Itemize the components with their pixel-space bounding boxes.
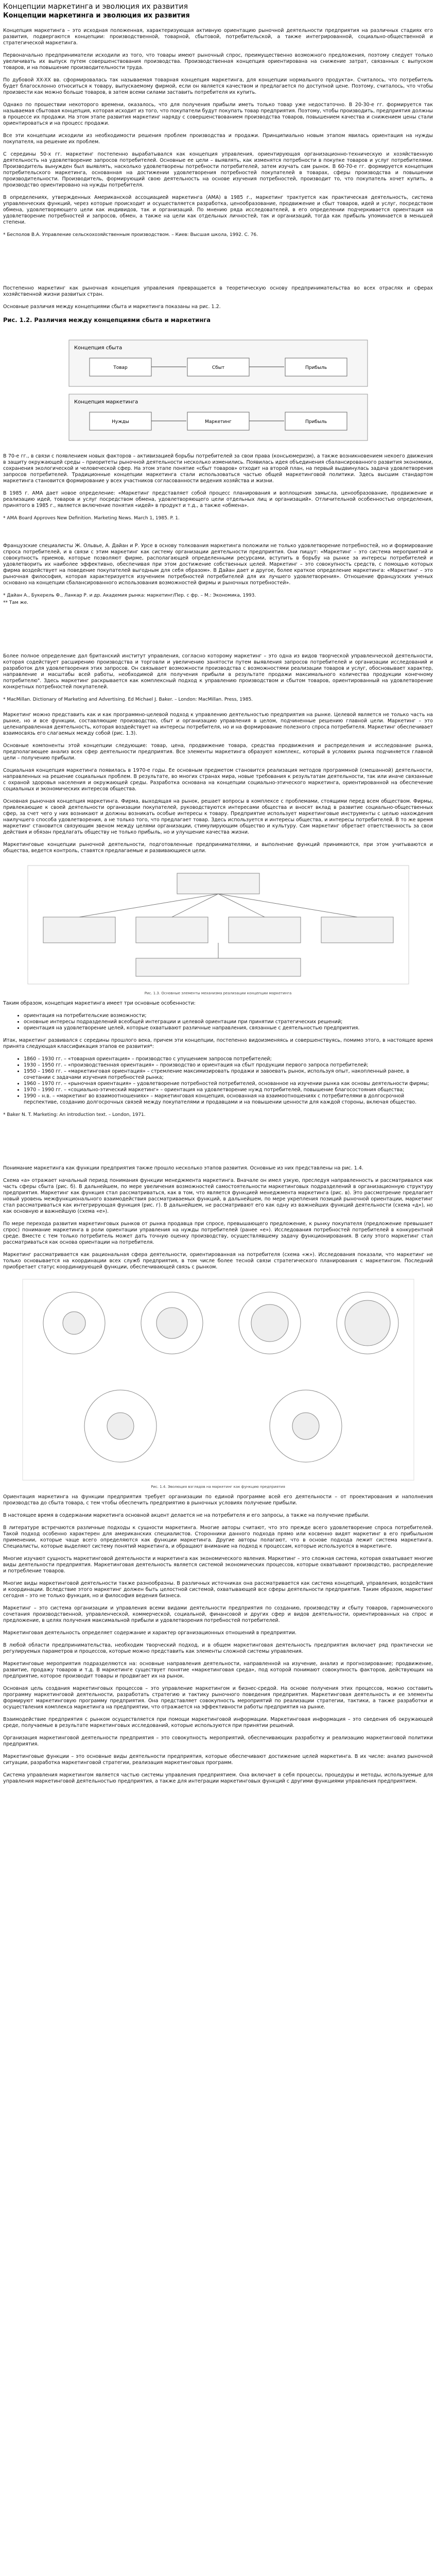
spacer [3, 522, 433, 543]
list-item: • 1930 – 1950 гг. – «производственная ориентация» – производство и ориентация на сбыт продукции первого запроса потребителей; [24, 1062, 433, 1069]
intro-paragraph: По дубовой XX-XX вв. сформировалась так называемая товарная концепция маркетинга, для концепции нормального продукта». Считалось, что потребитель будет благосклонно относиться к товару, выпускаемому фирмой, если он является качеством и предлагается по доступной цене. Поэтому, считалось, что чтобы произвести как можно больше товаров, в затем всеми силами заставить потребителя их купить. [3, 77, 433, 95]
section-paragraph: В 70-е гг., в связи с появлением новых факторов – активизацией борьбы потребителей за свои права (консьюмеризм), а также возникновением некоего движения в защиту окружающей среды – приоритеты рыночной деятельности несколько изменились. Появилась идея объединения сбалансированного развития экономики, сохранения экологической и человеческой сфер. На этом этапе понятие «сбыт товаров» отходит на второй план, на первый выдвинулась задача удовлетворения запросов потребителей. Традиционные концепции маркетинга стали использоваться частью общей маркетинговой политики. Здесь высшим стандартом маркетинга становится формирование у всех участников согласованности ведения хозяйства и жизни. [3, 453, 433, 484]
intro-paragraph: Все эти концепции исходили из необходимости решения проблем производства и продажи. Принципиально новым этапом явилась ориентация на нужды покупателя, на решение их проблем. [3, 133, 433, 145]
footnote: * Бесполов В.А. Управление сельскохозяйственным производством. – Киев: Высшая школа, 1992. С. 76. [3, 232, 258, 238]
features-list [3, 1013, 433, 1031]
elements-box [229, 917, 301, 943]
sales-boxes [90, 358, 347, 376]
list-item: • основные интересы подразделений всеобщей интеграции и целевой ориентации при принятии стратегических решений; [24, 1019, 433, 1025]
section-paragraph: Взаимодействие предприятия с рынком осуществляется при помощи маркетинговой информации. Маркетинговая информация – это сведения об окружающей среде, получаемые в результате маркетинговых исследований, которые используются при принятии решений. [3, 1717, 433, 1728]
footnote: ** Там же. [3, 600, 29, 605]
section-paragraph: Маркетинговые концепции рыночной деятельности, подготовленные предпринимателями, и выполнение функций принимаются, при этом учитываются и общества, ведется контроль, ставятся предлагаемые и развивающиеся цели. [3, 842, 433, 854]
sales-title: Концепция сбыта [74, 345, 122, 351]
elements-box [43, 917, 115, 943]
footnote: * Дайан А., Букерель Ф., Ланкар Р. и др. Академия рынка: маркетинг/Пер. с фр. – М.: Экономика, 1993. [3, 593, 256, 598]
intro-paragraph: В определениях, утвержденных Американской ассоциацией маркетинга (АМА) в 1985 г., маркетинг трактуется как практическая деятельность, система управленческих функций, через которые происходит и осуществляется разработка, ценообразование, продвижение и сбыт товаров, идей и услуг, посредством обмена, удовлетворяющего цели как индивидов, так и организаций. По мнению ряда исследователей, в его определении подчеркивается ориентация на удовлетворение потребностей и запросов, обмен, а также на цели как отдельных личностей, так и организаций, тогда как прибыль упоминается в меньшей степени. [3, 195, 433, 225]
elements-bottom-box [136, 958, 301, 976]
sales-label-2: Сбыт [212, 365, 224, 370]
section-paragraph: Основные компоненты этой концепции следующие: товар, цена, продвижение товара, средства продвижения и распределения и исследование рынка, предполагающее анализ всех сфер деятельности предприятия. Все элементы маркетинга образуют комплекс, который в условиях рынка подчиняется главной цели – получению прибыли. [3, 743, 433, 761]
concepts-diagram [59, 330, 378, 448]
marketing-title: Концепция маркетинга [74, 399, 138, 405]
site-title[interactable]: Концепции маркетинга и эволюция их развития [3, 3, 188, 11]
list-item: • 1860 – 1930 гг. – «товарная ориентация» – производство с упущением запросов потребителей; [24, 1056, 433, 1062]
section-paragraph: Ориентация маркетинга на функции предприятия требует организации по единой программе всей его деятельности – от проектирования и наполнения производства до сбыта товара, с тем чтобы обеспечить предприятию в рыночных условиях получение прибыли. [3, 1494, 433, 1506]
section-paragraph: Основная цель создания маркетинговых процессов – это управление маркетингом и бизнес-средой. На основе получения этих процессов, можно составить программу маркетинговой деятельности, разработать стратегию и тактику рыночного поведения предприятия. Маркетинговая деятельность и ее элементы формируют маркетинговую программу предприятия. Она представляет совокупность мероприятий по реализации стратегии, тактики, а также разработки и осуществления комплекса маркетинга на предприятии, что отражается на эффективности работы предприятия на рынке. [3, 1686, 433, 1710]
intro-paragraph: Первоначально предприниматели исходили из того, что товары имеют рыночный спрос, преимущественно возможного предложения, поэтому следует только увеличивать их выпуск путем совершенствования производства. Производственная концепция ориентирована на снижение затрат, связанных с выпуском товаров, и на повышение производительности труда. [3, 53, 433, 71]
section-paragraph: Маркетинг можно представить как и как программно-целевой подход к управлению деятельностью предприятия на рынке. Целевой является не только часть на рынке, но и все функции, составляющие производство, сбыт и организацию управления в целом, подчиненные решению главной цели. Маркетинг – это целенаправленная деятельность, которая воздействует на интересы потребителя, но и на формирование полезного спроса потребителя. Маркетинг обеспечивает взаимосвязь его слагаемых между собой (рис. 1.3). [3, 712, 433, 736]
sales-label-3: Прибыль [305, 365, 327, 370]
section-paragraph: Итак, маркетинг развивался с середины прошлого века, причем эти концепции, постепенно видоизменяясь и совершенствуясь, помимо этого, в настоящее время принята следующая классификация этапов ее развития*: [3, 1038, 433, 1049]
section-paragraph: В любой области предпринимательства, необходим творческий подход, и в общем маркетинговая деятельность предприятия включает ряд практически не регулируемых параметров и процессов, которые можно представить как элементы сложной системы управления. [3, 1642, 433, 1654]
section-paragraph: Французские специалисты Ж. Ольвье, А. Дайан и Р. Урсе в основу толкования маркетинга положили не только удовлетворение потребностей, но и формирование спроса потребителей, и в связи с этим маркетинг как систему организации деятельности предприятия. Они пишут: «Маркетинг – это система мероприятий и совокупность приемов, которые позволяют фирме, располагающей определенными ресурсами, вступить в борьбу на рынке за интересы потребителей и удовлетворить их наиболее эффективно, обеспечивая при этом достижение собственных целей. Маркетинг – это совокупность средств, с помощью которых фирма воздействует на поведение покупателей выгодным для себя образом». В Дайан дает и другое, более краткое определение маркетинга: «Маркетинг – это рыночная философия, которая характеризуется изучением потребностей потребителей для их лучшего удовлетворения». Отношение французских ученых основано на концепции сбалансированного использования возможностей фирмы и рыночных потребностей». [3, 543, 433, 586]
section-paragraph: Организация маркетинговой деятельности предприятия – это совокупность мероприятий, обеспечивающих разработку и реализацию маркетинговой политики предприятия. [3, 1735, 433, 1747]
stages-list [3, 1056, 433, 1106]
marketing-label-2: Маркетинг [204, 419, 232, 425]
sales-label-1: Товар [113, 365, 128, 370]
elements-figure [3, 860, 433, 995]
figure-caption: Рис. 1.4. Эволюция взглядов на маркетинг как функцию предприятия [151, 1485, 285, 1489]
section-paragraph: Маркетинг рассматривается как рациональная сфера деятельности, ориентированная на потребителя (схема «ж»). Исследования показали, что маркетинг не только основывается на координации всех служб предприятия, в том числе более тесной связи стратегического планирования с маркетингом. Последний приобретает статус координирующей функции, обеспечивающей связь с рынком. [3, 1252, 433, 1270]
intro-paragraph: С середины 50-х гг. маркетинг постепенно вырабатывался как концепция управления, ориентирующая организационно-техническую и хозяйственную деятельность на удовлетворение запросов потребителей. Основные ее цели – выявлять, как изменятся потребности в покупке товаров и услуг потребителями. Производитель вынужден был выявлять, насколько удовлетворены потребности потребителей, затем изучать сам рынок. В 60-70-е гг. формируется концепция потребительского маркетинга, основанная на достижении удовлетворения потребностей покупателей в товарах, сферы производства и повышении производительности. Производитель, формирующий свою деятельность на основе изучения потребностей, производит то, что покупатель хочет купить, а производство ориентировано на нужды потребителя. [3, 151, 433, 188]
spacer [3, 607, 433, 653]
section-paragraph: Более полное определение дал британский институт управления, согласно которому маркетинг – это одна из видов творческой управленческой деятельности, которая содействует расширению производства и торговли и увеличению занятости путем выявления запросов потребителей и организации исследований и разработок для удовлетворения этих запросов. Он связывает возможности производства с возможностями реализации товаров и услуг, обосновывает характер, направление и масштабы всей работы, необходимой для получения прибыли в результате продажи максимального количества продукции конечному потребителю". Здесь маркетинг раскрывается как комплексный подход к управлению производством и сбытом товаров, ориентированный на удовлетворение конкретных потребностей покупателей. [3, 653, 433, 690]
marketing-label-3: Прибыль [305, 419, 327, 425]
scheme-f-inner [292, 1413, 319, 1439]
intro-paragraph: Однако по прошествии некоторого времени, оказалось, что для получения прибыли иметь только товар уже недостаточно. В 20-30-е гг. формируется так называемая сбытовая концепция, которая исходит из того, что покупатели будут покупать товар предприятия. Поэтому, чтобы производить, предприятия должны в процессе их продажи. На этом этапе развития маркетинг наряду с совершенствованием производства товаров, повышением качества и снижением цены стали ориентироваться и на процесс продажи. [3, 102, 433, 126]
elements-box [136, 917, 208, 943]
footnote: * Baker N. T. Marketing: An introduction text. – London, 1971. [3, 1112, 146, 1117]
spacer [3, 1119, 433, 1165]
section-paragraph: Основные различия между концепциями сбыта и маркетинга показаны на рис. 1.2. [3, 304, 221, 310]
elements-box [321, 917, 393, 943]
spacer [3, 239, 433, 285]
list-item: • ориентация на потребительские возможности; [24, 1013, 433, 1019]
footnote: * MacMillan. Dictionary of Marketing and Advertising. Ed Michael J. Baker. – London: MacMillan. Press, 1985. [3, 697, 253, 702]
section-paragraph: Маркетинговая деятельность определяет содержание и характер организационных отношений в предприятии. [3, 1630, 297, 1636]
scheme-e-inner [107, 1413, 134, 1439]
section-paragraph: Многие изучают сущность маркетинговой деятельности и маркетинга как экономического явления. Маркетинг – это сложная система, которая охватывает многие виды деятельности предприятия. Маркетинговая деятельность является системой экономических процессов, которые охватывают производство, распределение и потребление товаров. [3, 1556, 433, 1574]
list-item: • ориентация на удовлетворение целей, которые охватывают различные направления, связанные с деятельностью предприятия. [24, 1025, 433, 1031]
section-paragraph: Социальная концепция маркетинга появилась в 1970-е годы. Ее основным предметом становится реализация методов программной (смешанной) деятельности, направленных на решение социальных проблем. В результате, во многих странах мира, новые требования к результатам деятельности, так или иначе связанные с охраной здоровья населения и окружающей среды. Разработка основана на концепции социально-этического маркетинга, ориентированной на обеспечение социальных и экономических интересов общества. [3, 768, 433, 792]
list-item: • 1970 – 1990 гг. – «социально-этический маркетинг» – ориентация на удовлетворение нужд потребителей, повышение благосостояния общества; [24, 1087, 433, 1093]
section-paragraph: Основная рыночная концепция маркетинга. Фирма, выходящая на рынок, решает вопросы в комплексе с проблемами, стоящими перед всем обществом. Фирмы, привлекающие к своей деятельности организации покупателей, руководствуются интересами общества и вносят вклад в развитие социально-общественных сфер, за счет чего у них возникают и должны возникать особые интересы к товару. Предприятие использует маркетинговые инструменты с целью нахождения наилучшего способа удовлетворения, а не только того, что предлагает товар. Здесь используется и интересы общества, и интересы потребителей. В то же время маркетинг становится связующим звеном между целями организации, стимулирующим общество и культуру. Сам маркетинг обретает ответственность за свои действия и обязан предлагать обществу не только прибыль, но и улучшение качества жизни. [3, 799, 433, 835]
section-paragraph: Система управления маркетингом является частью системы управления предприятием. Она включает в себя процессы, процедуры и методы, используемые для управления маркетинговой деятельностью предприятия, а также для интеграции маркетинговых функций с другими функциями управления предприятием. [3, 1772, 433, 1784]
list-item: • 1950 – 1960 гг. – «маркетинговая ориентация» – стремление максимизировать продажи и завоевать рынок, используя опыт, накопленный ранее, в сочетании с задачами изучения потребностей рынка; [24, 1069, 433, 1081]
section-paragraph: Понимание маркетинга как функции предприятия также прошло несколько этапов развития. Основные из них представлены на рис. 1.4. [3, 1165, 363, 1171]
scheme-c-inner [251, 1304, 288, 1342]
marketing-boxes [90, 412, 347, 430]
list-item: • 1990 – н.в. – «маркетинг во взаимоотношениях» – маркетинговая концепция, основанная на взаимоотношениях с потребителями в долгосрочной перспективе, созданию долгосрочных связей между покупателями и продавцами и на повышении ценности для каждой стороны, включая общество. [24, 1093, 433, 1106]
figure-caption: Рис. 1.3. Основные элементы механизма реализации концепции маркетинга [144, 991, 292, 995]
marketing-label-1: Нужды [111, 419, 129, 425]
section-paragraph: В настоящее время в содержании маркетинга основной акцент делается не на потребителя и его запросы, а также на получение прибыли. [3, 1513, 370, 1518]
list-item: • 1960 – 1970 гг. – «рыночная ориентация» – удовлетворение потребностей потребителей, основанное на изучении рынка как основы деятельности фирмы; [24, 1081, 433, 1087]
section-paragraph: Маркетинг – это система организации и управления всеми видами деятельности предприятия по созданию, производству и сбыту товаров, гармонического сочетания производственной, управленческой, коммерческой, социальной, финансовой и других сфер и видов деятельности, ориентированных на спрос и предложение, в целях получения максимальной прибыли и удовлетворения потребностей потребителей. [3, 1605, 433, 1623]
section-paragraph: Маркетинговые мероприятия подразделяются на: основные направления деятельности, направленной на изучение, анализ и прогнозирование; продвижение, развитие, продажу товаров и т.д. В маркетинге существует понятие «маркетинговая среда», под которой понимают совокупность факторов, действующих на предприятие, которое производит товары и продвигает их на рынок. [3, 1661, 433, 1679]
evolution-diagram [18, 1277, 419, 1483]
section-paragraph: По мере перехода развития маркетинговых рынков от рынка продавца при спросе, превышающего предложение, к рынку покупателя (предложение превышает спрос) понимание маркетинга в роли ориентации управления на нужды потребителей (ранее «е»). Исследования потребностей потребителей в конкурентной среде. Вместе с тем только потребитель может дать точную оценку производству, осуществлявшему задачу функционирования. В силу этого маркетинг стал рассматриваться как основа ориентации на потребителя. [3, 1221, 433, 1245]
scheme-d-inner [345, 1300, 390, 1346]
spacer [3, 704, 433, 712]
elements-top-box [177, 873, 259, 894]
scheme-a-inner [63, 1312, 85, 1334]
section-paragraph: Таким образом, концепция маркетинга имеет три основные особенности: [3, 1001, 196, 1006]
article-title: Концепции маркетинга и эволюция их развития [3, 12, 190, 20]
section-paragraph: В 1985 г. АМА дает новое определение: «Маркетинг представляет собой процесс планирования и воплощения замысла, ценообразование, продвижение и реализацию идей, товаров и услуг посредством обмена, удовлетворяющего цели отдельных лиц и организаций». Отличительной особенностью определения, принятого в 1985 г., является включение понятия «идей» в продукт и т.д., а также «обмена». [3, 490, 433, 509]
concepts-figure [3, 330, 433, 448]
section-paragraph: Маркетинговые функции – это основные виды деятельности предприятия, которые обеспечивают достижение целей маркетинга. В их числе: анализ рыночной ситуации, разработка маркетинговой стратегии, реализация маркетинговых программ. [3, 1754, 433, 1766]
section-paragraph: Многие виды маркетинговой деятельности также разнообразны. В различных источниках она рассматривается как система концепций, управления, воздействия и координации. Вследствие этого маркетинг должен быть целостной системой, охватывающей все сферы деятельности предприятия. Таким образом, маркетинг сегодня – это не только функция, но и философия ведения бизнеса. [3, 1581, 433, 1599]
section-paragraph: Постепенно маркетинг как рыночная концепция управления превращается в теоретическую основу предпринимательства во всех отраслях и сферах хозяйственной жизни развитых стран. [3, 285, 433, 297]
footnote: * AMA Board Approves New Definition. Marketing News. March 1, 1985. P. 1. [3, 516, 180, 521]
scheme-b-inner [156, 1308, 187, 1338]
section-paragraph: Схема «а» отражает начальный период понимания функции менеджмента маркетинга. Вначале он имел узкую, преследуя направленность и рассматривался как часть сферы сбыта (рис. б). В дальнейшем, по мере увеличения возможностей самостоятельности маркетинговых подразделений в организационную структуру предприятия. Маркетинг как функция стал рассматриваться, как в том, что является функцией менеджмента маркетинга (рис. в). Это рассмотрение предлагает новый уровень межфункционального взаимодействия рассматриваемых функций, в дальнейшем, по мере укрепления позиций рыночной ориентации, маркетинг стал рассматриваться как интегрирующая функция (рис. г). В дальнейшем, не рассматривают его как одну из важнейших функций деятельности (схема «д»), но как основную и важнейшую (схема «е»). [3, 1178, 433, 1214]
figure-heading: Рис. 1.2. Различия между концепциями сбыта и маркетинга [3, 316, 211, 324]
elements-diagram [23, 860, 414, 989]
intro-paragraph: Концепция маркетинга – это исходная положенная, характеризующая активную ориентацию рыночной деятельности предприятия на различных стадиях его развития, подвергаются концепции: производственной, товарной, сбытовой, потребительской, а также интегрированной, социально-общественной и стратегической маркетинга. [3, 28, 433, 46]
evolution-figure [3, 1277, 433, 1489]
section-paragraph: В литературе встречаются различные подходы к сущности маркетинга. Многие авторы считают, что это прежде всего удовлетворение спроса потребителей. Такой подход особенно характерен для американских специалистов. Сторонники данного подхода прямо или косвенно видят маркетинг в его прибыльном применении, которые чаще всего определяются как функции маркетинга. Другие авторы полагают, что в основе подхода лежит система маркетинга. Специалисты, которые выделяют систему понятий маркетинга, и обращают внимание на подход к процессам, которые используются в маркетинге. [3, 1525, 433, 1549]
